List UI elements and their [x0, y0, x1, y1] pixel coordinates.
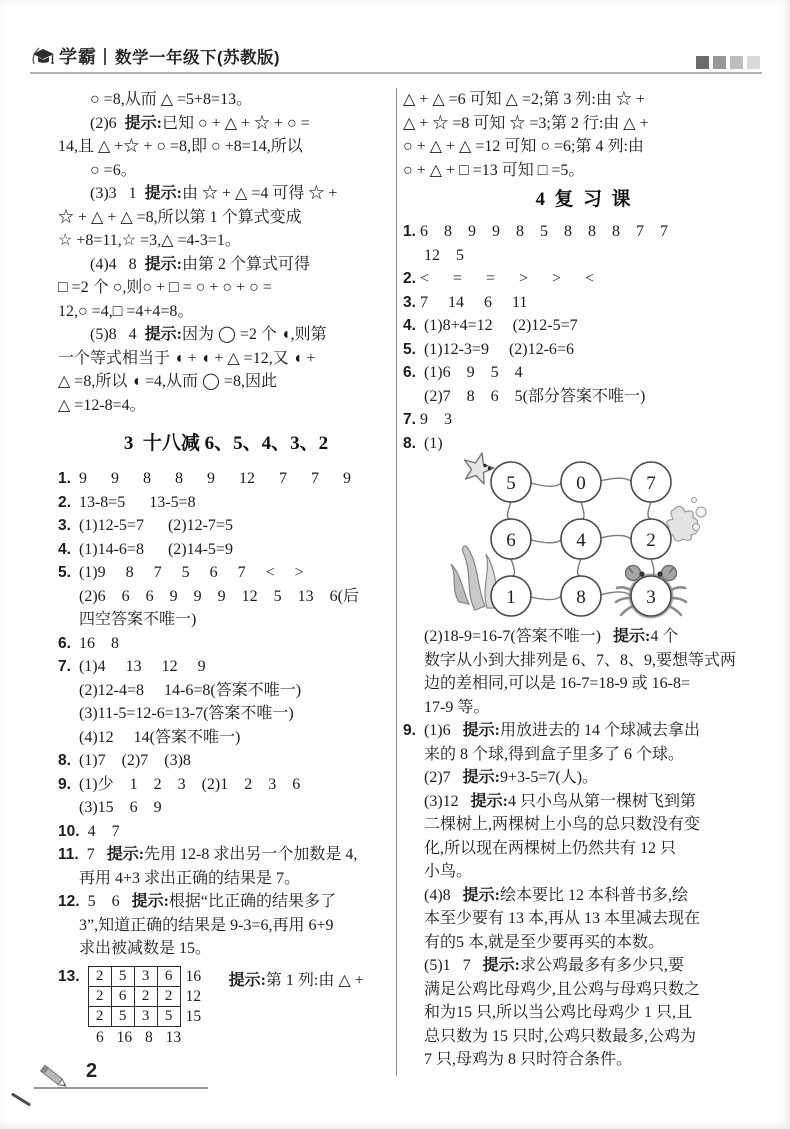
text-segment: 4 个: [650, 628, 679, 645]
node-value: 4: [576, 530, 586, 551]
text-line: [58, 655, 394, 679]
text-line: [58, 206, 394, 230]
col-sum: 13: [165, 1028, 182, 1046]
text-segment: (2)18-9=16-7(答案不唯一): [424, 628, 613, 645]
text-segment: (3)3 1: [90, 185, 145, 202]
text-segment: ☆ +8=11,☆ =3,△ =4-3=1。: [58, 232, 241, 249]
emphasized-text: 9.: [58, 775, 71, 793]
emphasized-text: 提示:: [144, 185, 182, 202]
right-column: [403, 88, 763, 1072]
node-value: 8: [576, 587, 586, 608]
emphasized-text: 8.: [58, 752, 71, 769]
text-segment: (4)4 8: [90, 255, 145, 273]
text-segment: (1)6 9 5 4: [415, 364, 523, 381]
text-segment: (1)14-6=8 (2)14-5=9: [70, 540, 233, 558]
node-value: 6: [506, 530, 516, 551]
col-sum: 8: [144, 1028, 153, 1046]
section-3-answers: [58, 467, 394, 961]
text-line: [424, 954, 763, 978]
emphasized-text: 7.: [403, 411, 416, 428]
grid-table: [88, 966, 215, 1027]
answers-continued-block: [58, 88, 394, 417]
text-segment: (1)9 8 7 5 6 7 < >: [70, 564, 304, 581]
grid-cell: 5: [111, 1006, 134, 1026]
emphasized-text: 提示:: [482, 957, 520, 974]
text-line: [79, 726, 394, 750]
text-segment: (1)8+4=12 (2)12-5=7: [415, 317, 578, 334]
text-line: [58, 135, 394, 159]
text-line: [424, 978, 763, 1002]
text-line: [90, 112, 394, 136]
text-line: [90, 88, 394, 112]
starfish-icon: [465, 453, 495, 484]
text-segment: (2)7 8 6 5(部分答案不唯一): [424, 387, 646, 405]
text-segment: 7 只,母鸡为 8 只时符合条件。: [424, 1051, 633, 1068]
text-segment: □ =2 个 ○,则○ + □ = ○ + ○ + ○ =: [58, 279, 272, 296]
text-segment: △ + ☆ =8 可知 ☆ =3;第 2 行:由 △ +: [403, 114, 649, 132]
text-segment: (3)12: [424, 792, 471, 810]
text-segment: 有的5 本,就是至少要再买的本数。: [424, 933, 665, 951]
text-line: [79, 679, 394, 703]
column-sums: [88, 1029, 215, 1047]
text-line: [424, 625, 763, 649]
page-header: [30, 40, 762, 74]
text-line: [90, 253, 394, 277]
emphasized-text: 1.: [403, 223, 416, 240]
text-segment: (4)12 14(答案不唯一): [79, 728, 241, 746]
grid-row: [88, 1006, 214, 1026]
emphasized-text: 4.: [403, 317, 416, 334]
emphasized-text: 1.: [58, 470, 71, 487]
book-title: 数学一年级下(苏教版): [115, 49, 280, 67]
text-line: [424, 696, 763, 720]
section-4-answers-tail: [403, 625, 763, 1072]
text-segment: 13-8=5 13-5=8: [70, 493, 196, 511]
emphasized-text: 提示:: [470, 792, 508, 810]
text-segment: 求出被减数是 15。: [79, 940, 212, 957]
text-segment: (3)15 6 9: [79, 799, 162, 816]
text-segment: (1)12-3=9 (2)12-6=6: [415, 340, 574, 358]
grid-cell: 2: [88, 966, 111, 986]
header-divider: [104, 48, 106, 65]
seaweed-icon: [451, 546, 497, 610]
text-segment: 由 ☆ + △ =4 可得 ☆ +: [182, 185, 338, 202]
grid-row: [88, 966, 214, 986]
text-segment: (3)11-5=12-6=13-7(答案不唯一): [79, 705, 294, 722]
text-segment: (5)1 7: [424, 957, 483, 974]
text-segment: 5 6: [79, 893, 132, 910]
item-number-13: 13.: [58, 967, 80, 985]
node-value: 1: [506, 587, 516, 608]
text-segment: (5)8 4: [90, 326, 145, 343]
text-segment: 满足公鸡比母鸡少,且公鸡与母鸡只数之: [424, 980, 701, 998]
text-segment: 9+3-5=7(人)。: [500, 769, 599, 786]
coral-icon: [667, 498, 706, 542]
text-segment: ○ =6。: [90, 161, 137, 179]
text-segment: 9 3: [415, 411, 452, 428]
text-line: [58, 467, 394, 491]
grid-cell: 2: [88, 1006, 111, 1026]
emphasized-text: 6.: [58, 634, 71, 652]
text-segment: 12 5: [424, 246, 464, 264]
text-segment: 3”,知道正确的结果是 9-3=6,再用 6+9: [79, 916, 334, 934]
grid-cell: 3: [134, 1006, 157, 1026]
answers-continued-block: [403, 88, 763, 182]
node-value: 2: [646, 530, 656, 551]
text-line: [58, 538, 394, 562]
text-segment: 边的差相同,可以是 16-7=18-9 或 16-8=: [424, 675, 691, 692]
grid-cell: 2: [88, 986, 111, 1006]
text-segment: (1)12-5=7 (2)12-7=5: [70, 517, 233, 534]
text-line: [424, 244, 763, 268]
emphasized-text: 4.: [58, 540, 71, 558]
grid-cell: 5: [157, 1006, 180, 1026]
text-segment: 由第 2 个算式可得: [182, 255, 311, 273]
text-line: [79, 937, 394, 961]
scan-artifact: [11, 1092, 31, 1106]
text-line: [424, 766, 763, 790]
text-segment: (2)12-4=8 14-6=8(答案不唯一): [79, 681, 302, 699]
section-4-answers: [403, 220, 763, 455]
text-line: [403, 338, 763, 362]
text-line: [58, 347, 394, 371]
text-segment: 6 8 9 9 8 5 8 8 8 7 7: [415, 223, 668, 240]
text-segment: 四空答案不唯一): [79, 611, 197, 628]
text-line: [79, 914, 394, 938]
text-line: [424, 837, 763, 861]
page-number: 2: [86, 1060, 98, 1082]
text-segment: (2)6 6 6 9 9 9 12 5 13 6(后: [79, 587, 359, 605]
text-segment: △ =12-8=4。: [58, 396, 146, 414]
text-line: [58, 632, 394, 656]
col-sum: 16: [116, 1028, 133, 1046]
text-segment: 总只数为 15 只时,公鸡只数最多,公鸡为: [424, 1027, 697, 1045]
number-graph-figure: [445, 452, 763, 622]
text-line: [403, 220, 763, 244]
text-segment: 用放进去的 14 个球减去拿出: [499, 722, 700, 739]
text-segment: ○ =8,从而 △ =5+8=13。: [90, 91, 253, 108]
text-line: [58, 749, 394, 773]
emphasized-text: 提示:: [462, 769, 500, 786]
text-segment: ☆ + △ + △ =8,所以第 1 个算式变成: [58, 208, 302, 226]
text-segment: 再用 4+3 求出正确的结果是 7。: [79, 869, 301, 887]
graph-nodes: [491, 462, 671, 616]
text-segment: 小鸟。: [424, 863, 473, 880]
text-line: [90, 182, 394, 206]
text-line: [79, 608, 394, 632]
text-line: [403, 361, 763, 385]
row-sum: 12: [185, 987, 202, 1005]
node-value: 3: [646, 587, 656, 608]
decorative-square: [730, 56, 743, 69]
text-line: [58, 890, 394, 914]
text-line: [424, 860, 763, 884]
text-line: [403, 267, 763, 291]
text-line: [403, 88, 763, 112]
text-segment: 化,所以现在两棵树上仍然共有 12 只: [424, 839, 677, 857]
grid-hint: [229, 966, 364, 990]
hint-text: 第 1 列:由 △ +: [265, 971, 364, 989]
emphasized-text: 提示:: [124, 114, 162, 132]
text-line: [424, 907, 763, 931]
grid-cell: 6: [157, 966, 180, 986]
graduation-cap-icon: [30, 46, 56, 66]
footer-rule: [34, 1087, 208, 1089]
emphasized-text: 5.: [403, 340, 416, 358]
section-heading-4: 4 复 习 课: [535, 189, 631, 210]
text-segment: 已知 ○ + △ + ☆ + ○ =: [162, 114, 310, 132]
brand-logo-text: 学霸: [59, 47, 97, 67]
grid-cell: 2: [157, 986, 180, 1006]
answer-grid: [88, 966, 215, 1047]
emphasized-text: 提示:: [144, 326, 182, 343]
text-line: [58, 229, 394, 253]
text-line: [424, 649, 763, 673]
text-segment: 9 9 8 8 9 12 7 7 9: [70, 470, 351, 487]
text-line: [90, 323, 394, 347]
text-line: [403, 408, 763, 432]
node-value: 7: [646, 473, 656, 494]
text-line: [403, 719, 763, 743]
emphasized-text: 6.: [403, 364, 416, 381]
text-line: [424, 1048, 763, 1072]
emphasized-text: 提示:: [106, 846, 145, 863]
text-line: [424, 743, 763, 767]
grid-row: [88, 986, 214, 1006]
text-line: [403, 314, 763, 338]
text-line: [424, 1001, 763, 1025]
emphasized-text: 提示:: [144, 255, 182, 273]
text-line: [424, 884, 763, 908]
text-line: [424, 385, 763, 409]
emphasized-text: 11.: [58, 846, 79, 863]
text-segment: 绘本要比 12 本科普书多,绘: [500, 886, 689, 904]
text-segment: < = = > > <: [415, 270, 595, 287]
text-segment: △ + △ =6 可知 △ =2;第 3 列:由 ☆ +: [403, 91, 645, 108]
text-segment: (2)6: [90, 114, 125, 132]
node-value: 5: [506, 473, 516, 494]
emphasized-text: 3.: [403, 293, 416, 311]
text-segment: 本至少要有 13 本,再从 13 本里减去现在: [424, 910, 701, 927]
text-segment: (1): [415, 434, 443, 452]
decorative-square: [696, 56, 709, 69]
grid-cell: 2: [134, 986, 157, 1006]
emphasized-text: 7.: [58, 658, 71, 675]
text-segment: 因为 ◯ =2 个 ◖,则第: [182, 326, 327, 343]
text-line: [58, 394, 394, 418]
text-line: [58, 491, 394, 515]
text-line: [58, 300, 394, 324]
left-column: [58, 88, 394, 1047]
text-segment: 来的 8 个球,得到盒子里多了 6 个球。: [424, 745, 685, 763]
column-divider: [396, 88, 397, 1076]
emphasized-text: 提示:: [462, 722, 500, 739]
text-line: [403, 135, 763, 159]
text-line: [58, 820, 394, 844]
emphasized-text: 提示:: [462, 886, 500, 904]
row-sum: 15: [185, 1007, 202, 1025]
text-line: [424, 813, 763, 837]
emphasized-text: 提示:: [131, 893, 169, 910]
text-segment: (1)4 13 12 9: [70, 658, 206, 675]
text-segment: 17-9 等。: [424, 698, 490, 716]
text-segment: 先用 12-8 求出另一个加数是 4,: [144, 846, 358, 863]
text-segment: 7: [78, 846, 107, 863]
text-segment: (4)8: [424, 886, 463, 904]
text-segment: 和为15 只,所以当公鸡比母鸡少 1 只,且: [424, 1004, 693, 1021]
text-segment: △ =8,所以 ◖ =4,从而 ◯ =8,因此: [58, 373, 277, 390]
grid-cell: 3: [134, 966, 157, 986]
text-segment: 14,且 △ +☆ + ○ =8,即 ○ +8=14,所以: [58, 138, 303, 155]
text-line: [424, 790, 763, 814]
emphasized-text: 2.: [403, 270, 416, 287]
text-segment: 二棵树上,两棵树上小鸟的总只数没有变: [424, 816, 701, 833]
emphasized-text: 2.: [58, 493, 71, 511]
text-line: [79, 585, 394, 609]
text-line: [79, 796, 394, 820]
text-line: [58, 773, 394, 797]
emphasized-text: 提示:: [613, 628, 651, 645]
text-segment: (1)少 1 2 3 (2)1 2 3 6: [70, 775, 301, 793]
text-line: [403, 291, 763, 315]
text-line: [58, 514, 394, 538]
text-segment: 7 14 6 11: [415, 293, 528, 311]
text-segment: (2)7: [424, 769, 463, 786]
col-sum: 6: [95, 1028, 104, 1046]
text-line: [58, 561, 394, 585]
text-line: [403, 159, 763, 183]
emphasized-text: 5.: [58, 564, 71, 581]
text-segment: 数字从小到大排列是 6、7、8、9,要想等式两: [424, 651, 737, 669]
text-segment: 4 只小鸟从第一棵树飞到第: [508, 792, 697, 810]
brand-logo: [30, 43, 97, 69]
text-segment: (1)6: [415, 722, 463, 739]
text-segment: 求公鸡最多有多少只,要: [520, 957, 685, 974]
decorative-square: [747, 56, 760, 69]
node-value: 0: [576, 473, 586, 494]
text-line: [424, 672, 763, 696]
text-line: [58, 843, 394, 867]
text-line: [79, 702, 394, 726]
corner-squares: [696, 56, 760, 69]
emphasized-text: 3.: [58, 517, 71, 534]
text-line: [90, 159, 394, 183]
grid-cell: 6: [111, 986, 134, 1006]
text-segment: 4 7: [79, 822, 120, 840]
question-13: [58, 966, 394, 1047]
text-line: [424, 1025, 763, 1049]
text-line: [79, 867, 394, 891]
text-segment: 16 8: [70, 634, 119, 652]
text-line: [403, 112, 763, 136]
emphasized-text: 9.: [403, 722, 416, 739]
text-segment: 根据“比正确的结果多了: [168, 893, 337, 910]
section-heading-3: 3 十八减 6、5、4、3、2: [123, 433, 329, 454]
emphasized-text: 8.: [403, 434, 416, 452]
text-line: [58, 370, 394, 394]
emphasized-text: 12.: [58, 893, 80, 910]
text-line: [58, 276, 394, 300]
text-segment: 一个等式相当于 ◖ + ◖ + △ =12,又 ◖ +: [58, 349, 316, 367]
text-segment: (1)7 (2)7 (3)8: [70, 752, 191, 769]
text-segment: ○ + △ + □ =13 可知 □ =5。: [403, 161, 585, 179]
hint-label: 提示:: [228, 971, 266, 989]
grid-cell: 5: [111, 966, 134, 986]
text-segment: 12,○ =4,□ =4+4=8。: [58, 302, 194, 320]
text-line: [424, 931, 763, 955]
emphasized-text: 10.: [58, 822, 80, 840]
text-segment: ○ + △ + △ =12 可知 ○ =6;第 4 列:由: [403, 138, 644, 155]
row-sum: 16: [185, 967, 202, 985]
decorative-square: [713, 56, 726, 69]
